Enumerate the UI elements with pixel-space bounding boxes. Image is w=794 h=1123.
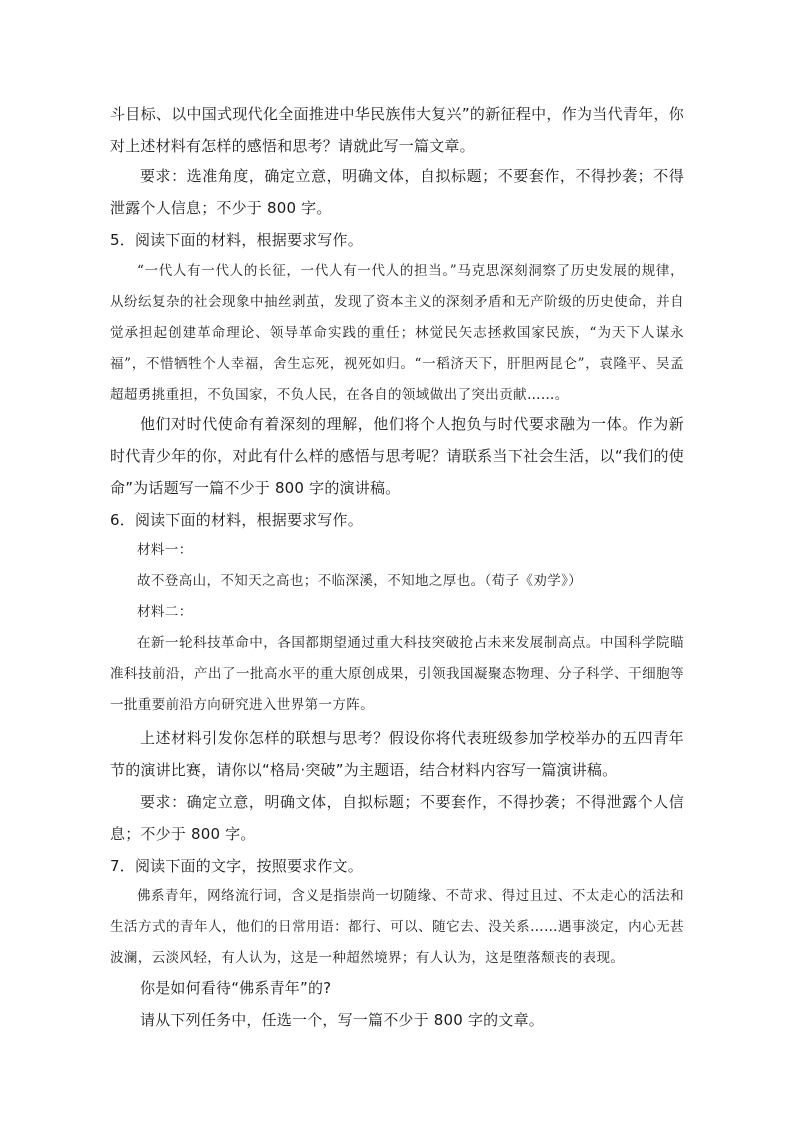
q6-material2: 在新一轮科技革命中，各国都期望通过重大科技突破抢占未来发展制高点。中国科学院瞄准科技前沿，产出了一批高水平的重大原创成果，引领我国凝聚态物理、分子科学、干细胞等一批重要前沿方向研究进入世界第一方阵。 <box>110 635 684 713</box>
q6-material1: 故不登高山，不知天之高也；不临深溪，不知地之厚也。（荀子《劝学》） <box>137 573 583 589</box>
q6-material1-label: 材料一： <box>137 542 193 558</box>
q6-heading: 6．阅读下面的材料，根据要求写作。 <box>110 511 363 529</box>
q7-task: 请从下列任务中，任选一个，写一篇不少于 800 字的文章。 <box>140 1011 544 1029</box>
q7-heading: 7．阅读下面的文字，按照要求作文。 <box>110 857 363 875</box>
q5-material: “一代人有一代人的长征，一代人有一代人的担当。”马克思深刻洞察了历史发展的规律，从纷纭复杂的社会现象中抽丝剥茧，发现了资本主义的深刻矛盾和无产阶级的历史使命，并自觉承担起创建革命理论、领导革命实践的重任；林觉民矢志拯救国家民族，“为天下人谋永福”，不惜牺牲个人幸福，舍生忘死，视死如归。“一稻济天下，肝胆两昆仑”，袁隆平、吴孟超超勇挑重担，不负国家，不负人民，在各自的领域做出了突出贡献……。 <box>110 263 684 403</box>
q5-task: 他们对时代使命有着深刻的理解，他们将个人抱负与时代要求融为一体。作为新时代青少年的你，对此有什么样的感悟与思考呢？请联系当下社会生活，以“我们的使命”为话题写一篇不少于 800 字的演讲稿。 <box>110 415 684 497</box>
q4-requirements: 要求：选准角度，确定立意，明确文体，自拟标题；不要套作，不得抄袭；不得泄露个人信息；不少于 800 字。 <box>110 167 684 217</box>
q6-requirements: 要求：确定立意，明确文体，自拟标题；不要套作，不得抄袭；不得泄露个人信息；不少于 800 字。 <box>110 793 684 843</box>
q4-paragraph: 斗目标、以中国式现代化全面推进中华民族伟大复兴”的新征程中，作为当代青年，你对上述材料有怎样的感悟和思考？请就此写一篇文章。 <box>110 105 684 155</box>
q6-task: 上述材料引发你怎样的联想与思考？假设你将代表班级参加学校举办的五四青年节的演讲比赛，请你以“格局·突破”为主题语，结合材料内容写一篇演讲稿。 <box>110 729 684 779</box>
q5-heading: 5．阅读下面的材料，根据要求写作。 <box>110 231 363 249</box>
q7-material: 佛系青年，网络流行词，含义是指崇尚一切随缘、不苛求、得过且过、不太走心的活法和生活方式的青年人，他们的日常用语：都行、可以、随它去、没关系……遇事淡定，内心无甚波澜，云淡风轻，有人认为，这是一种超然境界；有人认为，这是堕落颓丧的表现。 <box>110 888 684 966</box>
q7-question: 你是如何看待“佛系青年”的? <box>140 979 332 997</box>
q6-material2-label: 材料二： <box>137 604 193 620</box>
